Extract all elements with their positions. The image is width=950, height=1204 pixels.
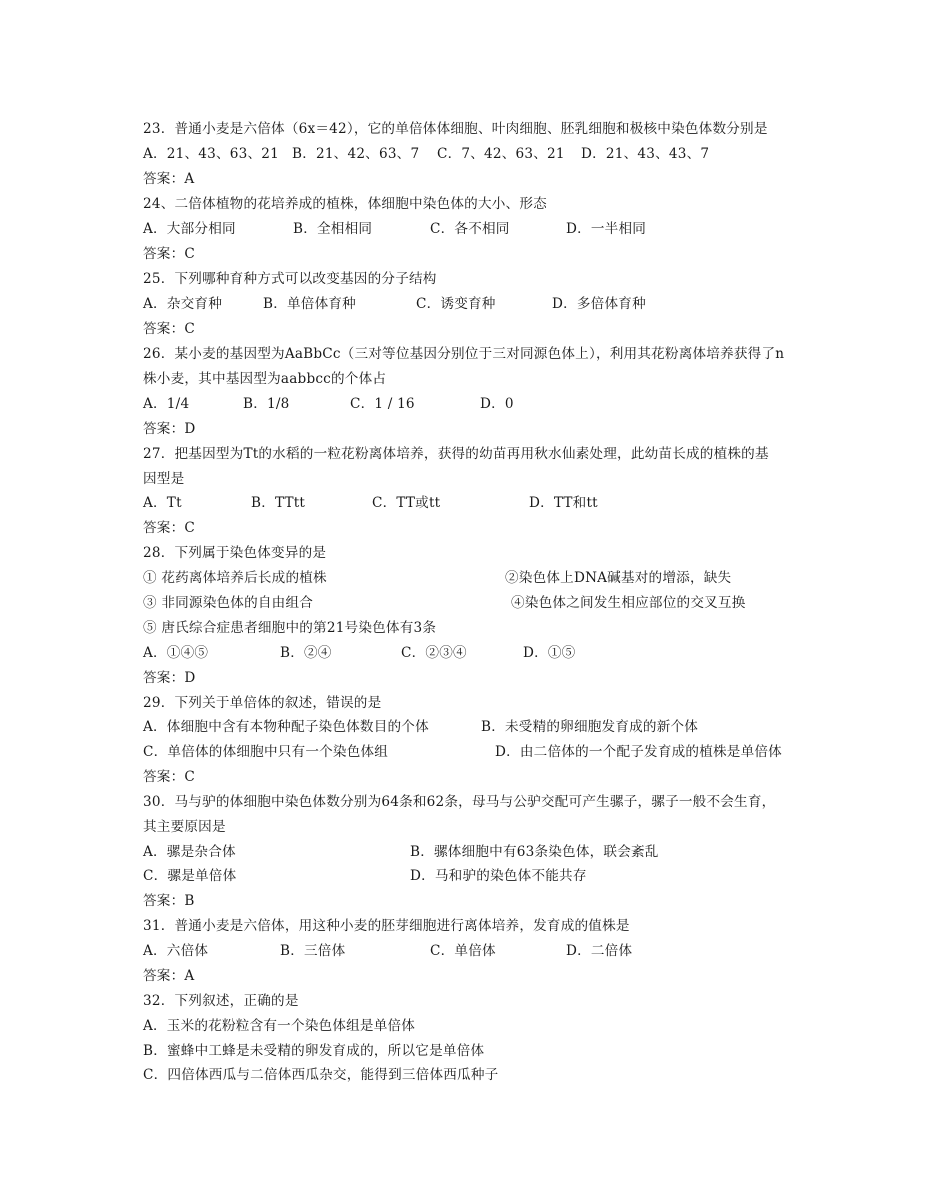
q29-answer: 答案：C (143, 769, 195, 785)
q26-option-b: B．1/8 (243, 396, 290, 412)
q31-option-c: C．单倍体 (430, 943, 496, 959)
q32-option-c: C．四倍体西瓜与二倍体西瓜杂交，能得到三倍体西瓜种子 (143, 1067, 499, 1083)
question-24-stem: 24、二倍体植物的花培养成的植株，体细胞中染色体的大小、形态 (143, 196, 547, 212)
q28-option-b: B．②④ (280, 645, 332, 661)
q24-option-a: A．大部分相同 (143, 221, 236, 237)
question-30-stem-line2: 其主要原因是 (143, 819, 226, 835)
question-28-stem: 28．下列属于染色体变异的是 (143, 545, 327, 561)
q24-option-b: B．全相相同 (293, 221, 373, 237)
q28-item-3: ③ 非同源染色体的自由组合 (143, 595, 314, 611)
q30-option-d: D．马和驴的染色体不能共存 (410, 868, 587, 884)
q29-option-a: A．体细胞中含有本物种配子染色体数目的个体 (143, 719, 429, 735)
q25-option-d: D．多倍体育种 (552, 296, 646, 312)
q26-option-c: C．1 / 16 (350, 396, 415, 412)
question-23-stem: 23．普通小麦是六倍体（6x＝42），它的单倍体体细胞、叶肉细胞、胚乳细胞和极核中染色体数分别是 (143, 121, 768, 137)
q31-option-d: D．二倍体 (566, 943, 633, 959)
question-25-stem: 25．下列哪种育种方式可以改变基因的分子结构 (143, 271, 437, 287)
q25-option-c: C．诱变育种 (416, 296, 496, 312)
q31-option-a: A．六倍体 (143, 943, 209, 959)
q23-option-b: B．21、42、63、7 (292, 146, 420, 162)
q23-answer: 答案：A (143, 171, 195, 187)
q27-option-b: B．TTtt (251, 495, 306, 511)
question-26-stem-line1: 26．某小麦的基因型为AaBbCc（三对等位基因分别位于三对同源色体上），利用其花粉离体培养获得了n (143, 346, 785, 362)
q25-option-b: B．单倍体育种 (263, 296, 356, 312)
q28-option-c: C．②③④ (401, 645, 467, 661)
q30-option-a: A．骡是杂合体 (143, 844, 236, 860)
question-29-stem: 29．下列关于单倍体的叙述，错误的是 (143, 695, 382, 711)
q32-option-b: B．蜜蜂中工蜂是未受精的卵发育成的，所以它是单倍体 (143, 1043, 485, 1059)
question-31-stem: 31．普通小麦是六倍体，用这种小麦的胚芽细胞进行离体培养，发育成的值株是 (143, 918, 630, 934)
q26-answer: 答案：D (143, 421, 196, 437)
q30-option-c: C．骡是单倍体 (143, 868, 237, 884)
q23-option-d: D．21、43、43、7 (581, 146, 710, 162)
q32-option-a: A．玉米的花粉粒含有一个染色体组是单倍体 (143, 1018, 416, 1034)
q28-answer: 答案：D (143, 670, 196, 686)
q23-option-c: C．7、42、63、21 (437, 146, 565, 162)
q28-item-2: ②染色体上DNA碱基对的增添，缺失 (505, 570, 732, 586)
q24-option-d: D．一半相同 (566, 221, 647, 237)
q28-option-d: D．①⑤ (523, 645, 576, 661)
q28-item-4: ④染色体之间发生相应部位的交叉互换 (511, 595, 746, 611)
question-32-stem: 32．下列叙述，正确的是 (143, 993, 299, 1009)
q29-option-d: D．由二倍体的一个配子发育成的植株是单倍体 (495, 744, 782, 760)
q26-option-d: D．0 (480, 396, 514, 412)
q27-option-c: C．TT或tt (372, 495, 441, 511)
q25-answer: 答案：C (143, 321, 195, 337)
q27-option-a: A．Tt (143, 495, 182, 511)
q27-answer: 答案：C (143, 520, 195, 536)
q31-option-b: B．三倍体 (280, 943, 346, 959)
q28-option-a: A．①④⑤ (143, 645, 209, 661)
q29-option-b: B．未受精的卵细胞发育成的新个体 (481, 719, 699, 735)
q24-option-c: C．各不相同 (430, 221, 510, 237)
q30-option-b: B．骡体细胞中有63条染色体，联会紊乱 (410, 844, 659, 860)
q31-answer: 答案：A (143, 968, 195, 984)
q30-answer: 答案：B (143, 893, 195, 909)
q23-option-a: A．21、43、63、21 (143, 146, 279, 162)
q25-option-a: A．杂交育种 (143, 296, 222, 312)
question-27-stem-line2: 因型是 (143, 471, 185, 487)
q26-option-a: A．1/4 (143, 396, 190, 412)
question-30-stem-line1: 30．马与驴的体细胞中染色体数分别为64条和62条，母马与公驴交配可产生骡子，骡子一般不会生育， (143, 794, 776, 810)
q27-option-d: D．TT和tt (529, 495, 598, 511)
question-26-stem-line2: 株小麦，其中基因型为aabbcc的个体占 (143, 371, 387, 387)
question-27-stem-line1: 27．把基因型为Tt的水稻的一粒花粉离体培养，获得的幼苗再用秋水仙素处理，此幼苗长成的植株的基 (143, 446, 769, 462)
q28-item-1: ① 花药离体培养后长成的植株 (143, 570, 327, 586)
q29-option-c: C．单倍体的体细胞中只有一个染色体组 (143, 744, 389, 760)
q24-answer: 答案：C (143, 246, 195, 262)
q28-item-5: ⑤ 唐氏综合症患者细胞中的第21号染色体有3条 (143, 620, 437, 636)
